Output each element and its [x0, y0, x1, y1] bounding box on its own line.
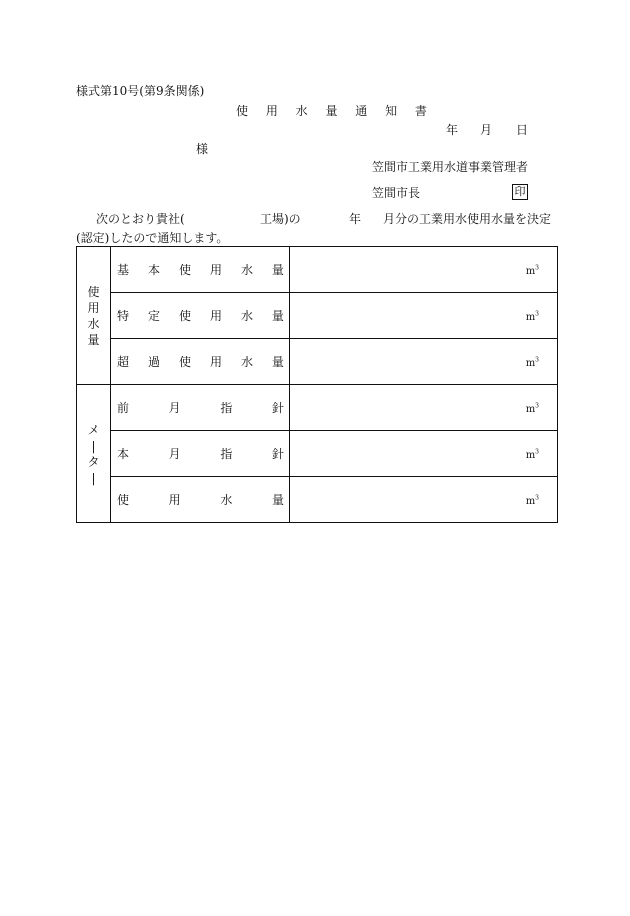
group-label-cell [77, 247, 111, 385]
row-label-char: 用 [209, 263, 222, 277]
row-label-char: 水 [240, 355, 253, 369]
group-label-char: 量 [87, 332, 100, 347]
row-label-cell [111, 477, 290, 523]
row-label-cell [111, 431, 290, 477]
unit-label: $m^3$ [525, 356, 539, 369]
table-row [77, 385, 558, 431]
row-label-char: 針 [271, 401, 284, 415]
row-label-char: 使 [178, 309, 191, 323]
date-year-label: 年 [446, 123, 459, 137]
row-label-char: 月 [168, 447, 181, 461]
row-label-char: 用 [209, 309, 222, 323]
row-label-cell [111, 385, 290, 431]
row-label-char: 月 [168, 401, 181, 415]
unit-label: $m^3$ [525, 448, 539, 461]
row-label-char: 前 [117, 401, 130, 415]
row-label [117, 307, 284, 324]
row-label-char: 使 [117, 493, 130, 507]
row-label-char: 基 [117, 263, 130, 277]
row-label-char: 指 [220, 447, 233, 461]
row-label-char: 量 [271, 355, 284, 369]
row-label-char: 量 [271, 309, 284, 323]
row-label-char: 針 [271, 447, 284, 461]
value-cell[interactable] [290, 339, 558, 385]
value-cell[interactable] [290, 431, 558, 477]
row-label-char: 水 [240, 309, 253, 323]
unit-power: 3 [535, 310, 539, 318]
row-label-char: 本 [117, 447, 130, 461]
date-day-label: 日 [516, 123, 529, 137]
row-label-char: 量 [271, 263, 284, 277]
group-label-char: | [91, 470, 96, 485]
value-cell[interactable] [290, 477, 558, 523]
seal-mark: 印 [512, 184, 528, 200]
table-row [77, 247, 558, 293]
row-label-char: 使 [178, 355, 191, 369]
usage-table [76, 246, 558, 523]
issuer-title: 笠間市工業用水道事業管理者 [372, 160, 529, 174]
body-line2: (認定)したので通知します。 [76, 231, 229, 245]
row-label-char: 定 [147, 309, 160, 323]
issuer-name: 笠間市長 [372, 186, 421, 200]
unit-label: $m^3$ [525, 402, 539, 415]
group-label-char: 使 [87, 284, 100, 299]
row-label [117, 353, 284, 370]
row-label-char: 超 [117, 355, 130, 369]
row-label-char: 使 [178, 263, 191, 277]
body-line1-year: 年 [349, 212, 362, 226]
row-label-cell [111, 339, 290, 385]
row-label [117, 445, 284, 462]
row-label-char: 水 [220, 493, 233, 507]
value-cell[interactable] [290, 247, 558, 293]
row-label-char: 量 [271, 493, 284, 507]
unit-label: $m^3$ [525, 494, 539, 507]
unit-power: 3 [535, 402, 539, 410]
row-label-char: 指 [220, 401, 233, 415]
row-label-char: 用 [209, 355, 222, 369]
group-label-char: 水 [87, 316, 100, 331]
group-label-char: 用 [87, 300, 100, 315]
addressee-suffix: 様 [196, 142, 209, 156]
table-row [77, 431, 558, 477]
date-month-label: 月 [480, 123, 493, 137]
body-line1-rest: 月分の工業用水使用水量を決定 [383, 212, 552, 226]
table-row [77, 339, 558, 385]
row-label-char: 用 [168, 493, 181, 507]
value-cell[interactable] [290, 293, 558, 339]
group-label-char: | [91, 438, 96, 453]
row-label-char: 特 [117, 309, 130, 323]
value-cell[interactable] [290, 385, 558, 431]
row-label-cell [111, 247, 290, 293]
body-line1-factory: 工場)の [260, 212, 301, 226]
unit-power: 3 [535, 264, 539, 272]
unit-power: 3 [535, 494, 539, 502]
unit-label: $m^3$ [525, 310, 539, 323]
body-line1-start: 次のとおり貴社( [96, 212, 185, 226]
row-label [117, 491, 284, 508]
row-label [117, 399, 284, 416]
table-row [77, 477, 558, 523]
row-label [117, 261, 284, 278]
group-label-cell [77, 385, 111, 523]
unit-power: 3 [535, 356, 539, 364]
unit-label: $m^3$ [525, 264, 539, 277]
row-label-char: 過 [147, 355, 160, 369]
unit-power: 3 [535, 448, 539, 456]
row-label-cell [111, 293, 290, 339]
group-label-char: メ [87, 422, 100, 437]
row-label-char: 本 [147, 263, 160, 277]
group-label-char: タ [87, 454, 100, 469]
table-row [77, 293, 558, 339]
row-label-char: 水 [240, 263, 253, 277]
form-number: 様式第10号(第9条関係) [76, 84, 205, 98]
document-title: 使 用 水 量 通 知 書 [236, 104, 434, 118]
